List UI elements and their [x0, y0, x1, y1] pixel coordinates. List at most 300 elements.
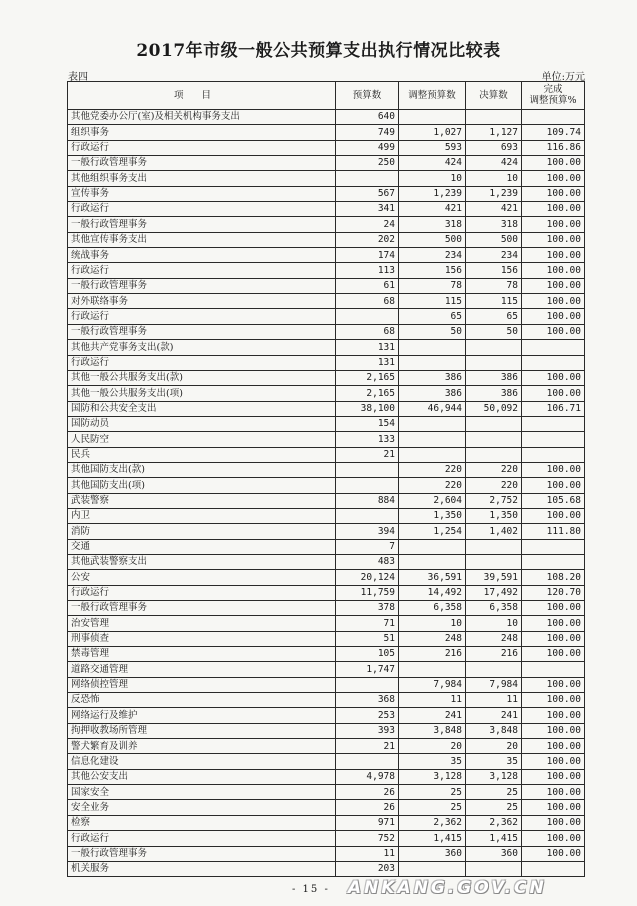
- row-budget: 68: [336, 324, 399, 339]
- table-row: [68, 754, 585, 769]
- row-item-name: 行政运行: [68, 140, 336, 155]
- row-adjusted: 386: [399, 386, 466, 401]
- row-budget: [336, 309, 399, 324]
- row-budget: 11: [336, 846, 399, 861]
- row-final: 10: [466, 616, 522, 631]
- row-adjusted: 6,358: [399, 601, 466, 616]
- row-adjusted: 11: [399, 693, 466, 708]
- row-rate: 100.00: [522, 248, 585, 263]
- row-budget: 368: [336, 693, 399, 708]
- document-title: 2017年市级一般公共预算支出执行情况比较表: [136, 41, 501, 61]
- row-item-name: 其他一般公共服务支出(项): [68, 386, 336, 401]
- table-row: [68, 156, 585, 171]
- row-item-name: 其他一般公共服务支出(款): [68, 370, 336, 385]
- table-label: 表四: [68, 72, 88, 83]
- row-item-name: 消防: [68, 524, 336, 539]
- row-final: 220: [466, 462, 522, 477]
- row-rate: 100.00: [522, 171, 585, 186]
- row-adjusted: 156: [399, 263, 466, 278]
- row-final: 1,350: [466, 508, 522, 523]
- row-adjusted: [399, 662, 466, 677]
- row-rate: 100.00: [522, 278, 585, 293]
- row-item-name: 其他国防支出(项): [68, 478, 336, 493]
- row-rate: 100.00: [522, 309, 585, 324]
- row-rate: 100.00: [522, 754, 585, 769]
- row-final: 115: [466, 294, 522, 309]
- row-final: 25: [466, 785, 522, 800]
- table-row: [68, 294, 585, 309]
- row-item-name: 其他宣传事务支出: [68, 232, 336, 247]
- row-adjusted: 78: [399, 278, 466, 293]
- row-item-name: 统战事务: [68, 248, 336, 263]
- row-adjusted: 1,239: [399, 186, 466, 201]
- row-item-name: 一般行政管理事务: [68, 217, 336, 232]
- row-item-name: 一般行政管理事务: [68, 278, 336, 293]
- row-final: 2,362: [466, 815, 522, 830]
- row-adjusted: 3,848: [399, 723, 466, 738]
- row-rate: 100.00: [522, 202, 585, 217]
- row-final: [466, 416, 522, 431]
- row-adjusted: 46,944: [399, 401, 466, 416]
- row-adjusted: 50: [399, 324, 466, 339]
- row-final: 6,358: [466, 601, 522, 616]
- row-budget: 133: [336, 432, 399, 447]
- row-rate: 100.00: [522, 800, 585, 815]
- table-row: [68, 846, 585, 861]
- row-item-name: 一般行政管理事务: [68, 324, 336, 339]
- row-adjusted: 2,362: [399, 815, 466, 830]
- table-row: [68, 508, 585, 523]
- row-budget: 105: [336, 647, 399, 662]
- row-final: 156: [466, 263, 522, 278]
- table-row: [68, 693, 585, 708]
- table-row: [68, 125, 585, 140]
- row-item-name: 民兵: [68, 447, 336, 462]
- row-budget: 341: [336, 202, 399, 217]
- row-final: 360: [466, 846, 522, 861]
- row-adjusted: 10: [399, 616, 466, 631]
- row-final: 35: [466, 754, 522, 769]
- row-rate: [522, 340, 585, 355]
- row-budget: [336, 478, 399, 493]
- row-budget: 71: [336, 616, 399, 631]
- table-header-row: [68, 82, 585, 110]
- row-item-name: 禁毒管理: [68, 647, 336, 662]
- row-budget: 203: [336, 861, 399, 876]
- header-adjusted: 调整预算数: [399, 82, 466, 110]
- row-budget: 394: [336, 524, 399, 539]
- row-item-name: 一般行政管理事务: [68, 601, 336, 616]
- row-adjusted: 220: [399, 478, 466, 493]
- row-adjusted: [399, 447, 466, 462]
- row-budget: 174: [336, 248, 399, 263]
- row-rate: 111.80: [522, 524, 585, 539]
- row-budget: 4,978: [336, 769, 399, 784]
- table-row: [68, 723, 585, 738]
- row-rate: 100.00: [522, 693, 585, 708]
- row-item-name: 武装警察: [68, 493, 336, 508]
- row-final: [466, 539, 522, 554]
- row-adjusted: 248: [399, 631, 466, 646]
- row-final: 234: [466, 248, 522, 263]
- table-row: [68, 401, 585, 416]
- row-budget: 11,759: [336, 585, 399, 600]
- row-rate: 100.00: [522, 324, 585, 339]
- row-rate: 100.00: [522, 739, 585, 754]
- row-final: [466, 861, 522, 876]
- row-item-name: 机关服务: [68, 861, 336, 876]
- row-adjusted: 318: [399, 217, 466, 232]
- row-final: [466, 432, 522, 447]
- row-final: 421: [466, 202, 522, 217]
- row-rate: 109.74: [522, 125, 585, 140]
- row-final: 50: [466, 324, 522, 339]
- row-rate: 100.00: [522, 478, 585, 493]
- site-watermark: ANKANG.GOV.CN: [348, 878, 547, 898]
- row-rate: 100.00: [522, 815, 585, 830]
- row-budget: 113: [336, 263, 399, 278]
- row-adjusted: 220: [399, 462, 466, 477]
- table-row: [68, 462, 585, 477]
- row-rate: 100.00: [522, 370, 585, 385]
- row-budget: 26: [336, 800, 399, 815]
- row-rate: 100.00: [522, 647, 585, 662]
- row-adjusted: 241: [399, 708, 466, 723]
- row-budget: [336, 754, 399, 769]
- row-item-name: 其他党委办公厅(室)及相关机构事务支出: [68, 110, 336, 125]
- row-final: 3,848: [466, 723, 522, 738]
- row-final: 241: [466, 708, 522, 723]
- row-item-name: 安全业务: [68, 800, 336, 815]
- table-row: [68, 386, 585, 401]
- table-row: [68, 861, 585, 876]
- row-rate: 106.71: [522, 401, 585, 416]
- row-adjusted: [399, 355, 466, 370]
- table-row: [68, 647, 585, 662]
- table-row: [68, 815, 585, 830]
- row-budget: [336, 462, 399, 477]
- row-budget: 7: [336, 539, 399, 554]
- table-row: [68, 202, 585, 217]
- row-budget: 499: [336, 140, 399, 155]
- row-final: [466, 662, 522, 677]
- header-item: 项目: [68, 82, 336, 110]
- table-row: [68, 831, 585, 846]
- table-row: [68, 232, 585, 247]
- row-adjusted: 14,492: [399, 585, 466, 600]
- table-row: [68, 769, 585, 784]
- row-item-name: 拘押收教场所管理: [68, 723, 336, 738]
- row-budget: 749: [336, 125, 399, 140]
- row-item-name: 交通: [68, 539, 336, 554]
- row-budget: 483: [336, 554, 399, 569]
- row-item-name: 宣传事务: [68, 186, 336, 201]
- row-rate: 100.00: [522, 708, 585, 723]
- table-body: [68, 110, 585, 877]
- row-budget: 131: [336, 355, 399, 370]
- row-item-name: 网络运行及维护: [68, 708, 336, 723]
- row-final: 693: [466, 140, 522, 155]
- table-row: [68, 355, 585, 370]
- row-budget: 250: [336, 156, 399, 171]
- row-final: [466, 447, 522, 462]
- row-rate: 100.00: [522, 217, 585, 232]
- row-adjusted: 234: [399, 248, 466, 263]
- row-budget: 971: [336, 815, 399, 830]
- row-item-name: 国家安全: [68, 785, 336, 800]
- table-row: [68, 585, 585, 600]
- table-row: [68, 539, 585, 554]
- row-rate: 100.00: [522, 785, 585, 800]
- row-adjusted: 1,027: [399, 125, 466, 140]
- row-adjusted: 386: [399, 370, 466, 385]
- row-adjusted: 216: [399, 647, 466, 662]
- table-row: [68, 340, 585, 355]
- row-item-name: 对外联络事务: [68, 294, 336, 309]
- row-rate: 100.00: [522, 677, 585, 692]
- page-number: - 15 -: [292, 884, 330, 895]
- header-rate-line2: 调整预算%: [529, 94, 577, 106]
- row-rate: 100.00: [522, 601, 585, 616]
- row-final: 78: [466, 278, 522, 293]
- row-rate: 100.00: [522, 831, 585, 846]
- row-adjusted: 10: [399, 171, 466, 186]
- table-row: [68, 493, 585, 508]
- row-final: 1,239: [466, 186, 522, 201]
- row-final: 1,127: [466, 125, 522, 140]
- row-item-name: 行政运行: [68, 263, 336, 278]
- row-budget: [336, 171, 399, 186]
- row-rate: 100.00: [522, 631, 585, 646]
- row-final: 10: [466, 171, 522, 186]
- row-adjusted: 500: [399, 232, 466, 247]
- row-rate: 100.00: [522, 386, 585, 401]
- row-adjusted: 65: [399, 309, 466, 324]
- row-item-name: 道路交通管理: [68, 662, 336, 677]
- table-row: [68, 309, 585, 324]
- row-rate: [522, 662, 585, 677]
- row-budget: 68: [336, 294, 399, 309]
- table-row: [68, 248, 585, 263]
- row-item-name: 其他共产党事务支出(款): [68, 340, 336, 355]
- row-final: 1,415: [466, 831, 522, 846]
- table-row: [68, 416, 585, 431]
- row-adjusted: 3,128: [399, 769, 466, 784]
- table-row: [68, 110, 585, 125]
- row-item-name: 其他公安支出: [68, 769, 336, 784]
- table-row: [68, 263, 585, 278]
- table-row: [68, 324, 585, 339]
- row-item-name: 一般行政管理事务: [68, 846, 336, 861]
- row-budget: 61: [336, 278, 399, 293]
- row-final: [466, 355, 522, 370]
- row-budget: 884: [336, 493, 399, 508]
- row-adjusted: [399, 110, 466, 125]
- row-item-name: 信息化建设: [68, 754, 336, 769]
- table-row: [68, 140, 585, 155]
- row-adjusted: 424: [399, 156, 466, 171]
- row-item-name: 其他武装警察支出: [68, 554, 336, 569]
- row-budget: 2,165: [336, 386, 399, 401]
- row-adjusted: 1,350: [399, 508, 466, 523]
- row-final: 11: [466, 693, 522, 708]
- row-rate: 100.00: [522, 462, 585, 477]
- row-item-name: 行政运行: [68, 831, 336, 846]
- row-final: 220: [466, 478, 522, 493]
- row-adjusted: 25: [399, 800, 466, 815]
- row-rate: [522, 554, 585, 569]
- row-budget: 21: [336, 447, 399, 462]
- row-final: 39,591: [466, 570, 522, 585]
- row-final: 318: [466, 217, 522, 232]
- table-row: [68, 616, 585, 631]
- row-final: 25: [466, 800, 522, 815]
- row-budget: 1,747: [336, 662, 399, 677]
- row-final: 20: [466, 739, 522, 754]
- row-final: 17,492: [466, 585, 522, 600]
- row-final: 7,984: [466, 677, 522, 692]
- row-item-name: 一般行政管理事务: [68, 156, 336, 171]
- row-budget: 21: [336, 739, 399, 754]
- row-final: 2,752: [466, 493, 522, 508]
- row-rate: 100.00: [522, 616, 585, 631]
- row-rate: [522, 432, 585, 447]
- table-row: [68, 447, 585, 462]
- row-item-name: 行政运行: [68, 585, 336, 600]
- row-budget: 567: [336, 186, 399, 201]
- row-adjusted: 25: [399, 785, 466, 800]
- row-final: 65: [466, 309, 522, 324]
- row-adjusted: 360: [399, 846, 466, 861]
- row-final: 1,402: [466, 524, 522, 539]
- table-row: [68, 785, 585, 800]
- table-row: [68, 739, 585, 754]
- row-item-name: 内卫: [68, 508, 336, 523]
- row-rate: [522, 539, 585, 554]
- row-rate: [522, 861, 585, 876]
- row-adjusted: 2,604: [399, 493, 466, 508]
- row-adjusted: [399, 539, 466, 554]
- row-adjusted: 1,415: [399, 831, 466, 846]
- table-row: [68, 186, 585, 201]
- row-item-name: 行政运行: [68, 309, 336, 324]
- row-adjusted: [399, 554, 466, 569]
- table-row: [68, 478, 585, 493]
- table-row: [68, 524, 585, 539]
- row-item-name: 国防动员: [68, 416, 336, 431]
- row-rate: [522, 110, 585, 125]
- row-adjusted: 593: [399, 140, 466, 155]
- row-adjusted: [399, 432, 466, 447]
- row-rate: 105.68: [522, 493, 585, 508]
- row-budget: 202: [336, 232, 399, 247]
- row-budget: 2,165: [336, 370, 399, 385]
- row-rate: 100.00: [522, 294, 585, 309]
- row-budget: 24: [336, 217, 399, 232]
- row-item-name: 行政运行: [68, 202, 336, 217]
- row-budget: 752: [336, 831, 399, 846]
- row-rate: 100.00: [522, 186, 585, 201]
- row-rate: 100.00: [522, 723, 585, 738]
- row-rate: [522, 355, 585, 370]
- row-item-name: 其他国防支出(款): [68, 462, 336, 477]
- row-rate: 100.00: [522, 846, 585, 861]
- row-item-name: 国防和公共安全支出: [68, 401, 336, 416]
- row-budget: 38,100: [336, 401, 399, 416]
- table-row: [68, 800, 585, 815]
- row-rate: [522, 416, 585, 431]
- row-final: 386: [466, 370, 522, 385]
- row-adjusted: 20: [399, 739, 466, 754]
- row-final: 248: [466, 631, 522, 646]
- table-row: [68, 708, 585, 723]
- row-final: 500: [466, 232, 522, 247]
- row-item-name: 公安: [68, 570, 336, 585]
- row-budget: 640: [336, 110, 399, 125]
- row-budget: 51: [336, 631, 399, 646]
- table-row: [68, 171, 585, 186]
- table-row: [68, 370, 585, 385]
- table-row: [68, 278, 585, 293]
- row-rate: 100.00: [522, 769, 585, 784]
- row-adjusted: 115: [399, 294, 466, 309]
- row-adjusted: 7,984: [399, 677, 466, 692]
- row-final: 386: [466, 386, 522, 401]
- header-rate: [522, 82, 585, 110]
- row-final: 216: [466, 647, 522, 662]
- table-row: [68, 601, 585, 616]
- row-rate: 100.00: [522, 156, 585, 171]
- row-rate: 116.86: [522, 140, 585, 155]
- row-rate: 120.70: [522, 585, 585, 600]
- table-row: [68, 554, 585, 569]
- table-row: [68, 432, 585, 447]
- row-budget: 154: [336, 416, 399, 431]
- row-item-name: 人民防空: [68, 432, 336, 447]
- row-item-name: 警犬繁育及训养: [68, 739, 336, 754]
- row-item-name: 刑事侦查: [68, 631, 336, 646]
- row-rate: 100.00: [522, 508, 585, 523]
- row-final: [466, 340, 522, 355]
- table-row: [68, 631, 585, 646]
- row-rate: 100.00: [522, 263, 585, 278]
- budget-table: [67, 81, 585, 877]
- row-final: 424: [466, 156, 522, 171]
- unit-label: 单位:万元: [541, 72, 585, 83]
- row-adjusted: [399, 340, 466, 355]
- table-row: [68, 662, 585, 677]
- row-adjusted: 36,591: [399, 570, 466, 585]
- table-row: [68, 217, 585, 232]
- row-item-name: 组织事务: [68, 125, 336, 140]
- row-budget: 393: [336, 723, 399, 738]
- row-adjusted: [399, 416, 466, 431]
- row-final: [466, 554, 522, 569]
- row-item-name: 其他组织事务支出: [68, 171, 336, 186]
- row-item-name: 反恐怖: [68, 693, 336, 708]
- row-adjusted: 35: [399, 754, 466, 769]
- row-item-name: 行政运行: [68, 355, 336, 370]
- row-rate: 108.20: [522, 570, 585, 585]
- row-budget: 20,124: [336, 570, 399, 585]
- row-budget: [336, 677, 399, 692]
- row-adjusted: 421: [399, 202, 466, 217]
- row-budget: 131: [336, 340, 399, 355]
- row-budget: 26: [336, 785, 399, 800]
- row-final: [466, 110, 522, 125]
- header-final: 决算数: [466, 82, 522, 110]
- row-adjusted: 1,254: [399, 524, 466, 539]
